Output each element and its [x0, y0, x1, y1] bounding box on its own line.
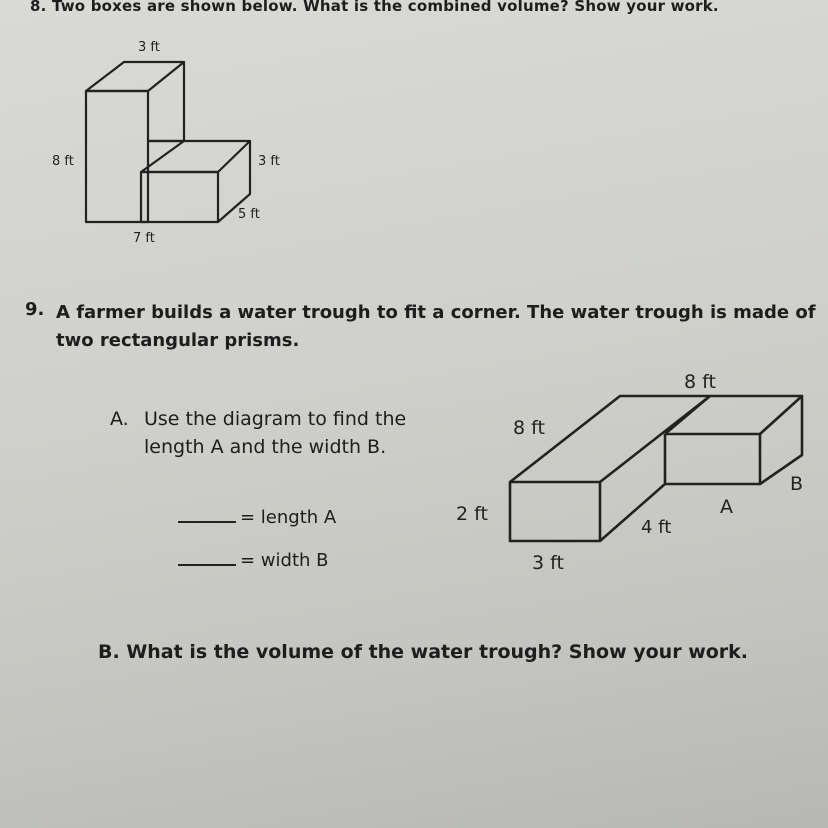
- q9-label-front-width: 3 ft: [532, 552, 564, 574]
- trough-back-box: [665, 434, 760, 484]
- width-b-label: = width B: [240, 550, 329, 571]
- q9-label-b: B: [790, 473, 804, 495]
- part-b-text: B. What is the volume of the water trough? Show your work.: [98, 641, 749, 663]
- q9-label-depth: 4 ft: [641, 517, 672, 538]
- q8-label-small-height: 3 ft: [258, 154, 280, 169]
- trough-top-connector: [665, 396, 710, 434]
- q8-label-bottom-width: 7 ft: [133, 231, 155, 246]
- trough-front-face: [510, 482, 600, 541]
- part-a-text: Use the diagram to find the length A and the width B.: [144, 408, 407, 458]
- question-8-text: 8. Two boxes are shown below. What is the combined volume? Show your work.: [30, 0, 719, 15]
- q8-label-small-depth: 5 ft: [238, 207, 260, 222]
- part-a-label: A.: [110, 408, 129, 430]
- question-9-text: A farmer builds a water trough to fit a corner. The water trough is made of two rectangular prisms.: [56, 302, 816, 351]
- q8-label-top-width: 3 ft: [138, 40, 160, 55]
- trough-back-edge: [760, 396, 802, 484]
- q9-label-height: 2 ft: [456, 503, 488, 525]
- q9-label-top-length: 8 ft: [684, 371, 716, 393]
- q9-label-a: A: [720, 496, 733, 518]
- q9-label-left-length: 8 ft: [513, 417, 545, 439]
- length-a-label: = length A: [240, 507, 337, 528]
- question-9-number: 9.: [25, 299, 45, 320]
- q8-label-height-left: 8 ft: [52, 154, 74, 169]
